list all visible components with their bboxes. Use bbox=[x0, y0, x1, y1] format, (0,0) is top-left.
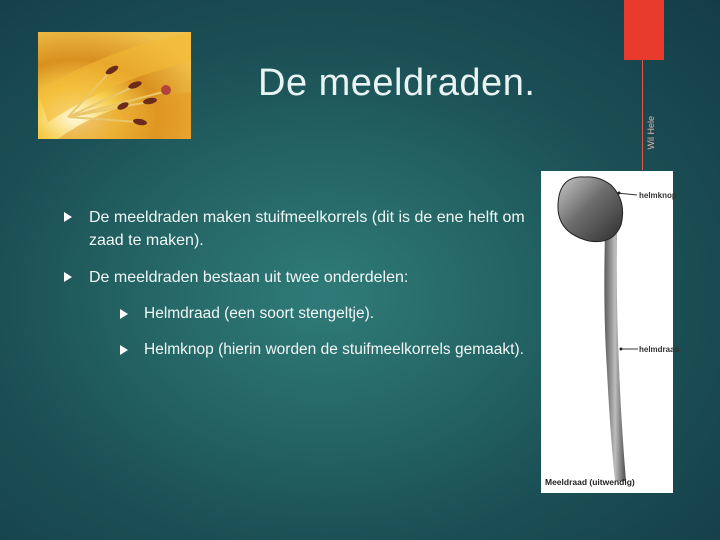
bullet-arrow-icon bbox=[120, 345, 128, 355]
bullet-text: De meeldraden bestaan uit twee onderdelen: bbox=[89, 269, 409, 286]
bullet-arrow-icon bbox=[120, 309, 128, 319]
sub-bullet-item bbox=[120, 303, 534, 325]
lily-flower-photo bbox=[38, 32, 191, 139]
sub-bullet-text: Helmknop (hierin worden de stuifmeelkorrels gemaakt). bbox=[144, 341, 524, 358]
sub-bullet-item bbox=[120, 339, 534, 361]
side-label: Wil Hele bbox=[646, 116, 656, 150]
divider-line bbox=[642, 60, 643, 170]
anther-shape bbox=[558, 177, 623, 242]
bullet-item bbox=[64, 266, 534, 361]
accent-bar bbox=[624, 0, 664, 60]
bullet-text: De meeldraden maken stuifmeelkorrels (dit is de ene helft om zaad te maken). bbox=[89, 209, 525, 249]
filament-shape bbox=[604, 233, 626, 481]
sub-bullet-text: Helmdraad (een soort stengeltje). bbox=[144, 305, 375, 322]
bullet-list bbox=[64, 206, 534, 375]
stamen-diagram bbox=[541, 171, 680, 493]
sub-bullet-list bbox=[120, 303, 534, 361]
helmknop-label: helmknop bbox=[639, 191, 677, 200]
bullet-item bbox=[64, 206, 534, 252]
page-title: De meeldraden. bbox=[258, 62, 536, 104]
helmdraad-label: helmdraad bbox=[639, 345, 680, 354]
bullet-arrow-icon bbox=[64, 212, 72, 222]
figure-caption: Meeldraad (uitwendig) bbox=[545, 477, 635, 487]
bullet-arrow-icon bbox=[64, 272, 72, 282]
